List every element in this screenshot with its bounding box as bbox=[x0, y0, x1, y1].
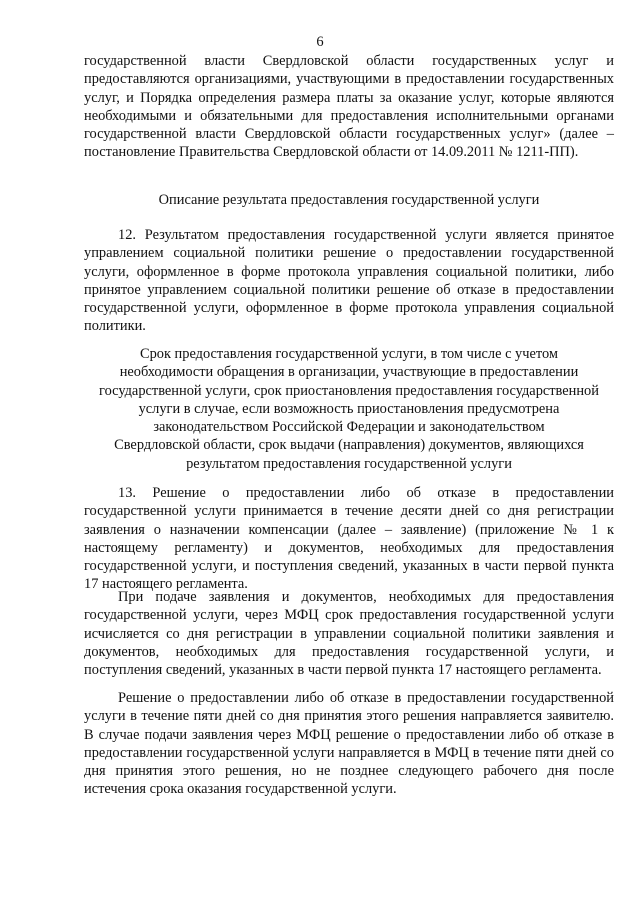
heading-term-line: государственной услуги, срок приостановления предоставления государственной bbox=[99, 382, 599, 399]
paragraph-decision: Решение о предоставлении либо об отказе в предоставлении государственной услуги в течение пяти дней со дня принятия этого решения направляется заявителю. В случае подачи заявления через МФЦ решение о предоставлении либо об отказе в предоставлении государственной услуги направляется в МФЦ в течение пяти дней со дня принятия этого решения, но не позднее следующего рабочего дня после истечения срока оказания государственной услуги. bbox=[84, 690, 614, 798]
section-heading-result: Описание результата предоставления государственной услуги bbox=[158, 192, 540, 208]
paragraph-13: 13. Решение о предоставлении либо об отказе в предоставлении государственной услуги принимается в течение десяти дней со дня регистрации заявления о назначении компенсации (далее – заявление) (приложение № 1 к настоящему регламенту) и документов, необходимых для предоставления государственной услуги, и поступления сведений, указанных в части первой пункта 17 настоящего регламента. bbox=[84, 485, 614, 593]
page-number: 6 bbox=[316, 34, 324, 50]
heading-term-line: результатом предоставления государственной услуги bbox=[186, 455, 512, 472]
section-heading-term bbox=[84, 345, 614, 473]
heading-term-line: законодательством Российской Федерации и законодательством bbox=[153, 419, 545, 436]
heading-term-line: необходимости обращения в организации, участвующие в предоставлении bbox=[119, 364, 579, 381]
paragraph-12: 12. Результатом предоставления государственной услуги является принятое управлением социальной политики решение о предоставлении государственной услуги, оформленное в форме протокола управления социальной политики, либо принятое управлением социальной политики решение об отказе в предоставлении государственной услуги, оформленное в форме протокола управления социальной политики. bbox=[84, 227, 614, 335]
paragraph-mfc: При подаче заявления и документов, необходимых для предоставления государственной услуги, через МФЦ срок предоставления государственной услуги исчисляется со дня регистрации в управлении социальной политики заявления и документов, необходимых для предоставления государственной услуги, и поступления сведений, указанных в части первой пункта 17 настоящего регламента. bbox=[84, 589, 614, 679]
heading-term-line: Свердловской области, срок выдачи (направления) документов, являющихся bbox=[114, 437, 584, 454]
heading-term-line: Срок предоставления государственной услуги, в том числе с учетом bbox=[139, 346, 559, 362]
paragraph-continuation: государственной власти Свердловской области государственных услуг и предоставляются организациями, участвующими в предоставлении государственных услуг, и Порядка определения размера платы за оказание услуг, которые являются необходимыми и обязательными для предоставления исполнительными органами государственной власти Свердловской области государственных услуг» (далее – постановление Правительства Свердловской области от 14.09.2011 № 1211-ПП). bbox=[84, 53, 614, 161]
heading-term-line: услуги в случае, если возможность приостановления предусмотрена bbox=[138, 400, 560, 417]
